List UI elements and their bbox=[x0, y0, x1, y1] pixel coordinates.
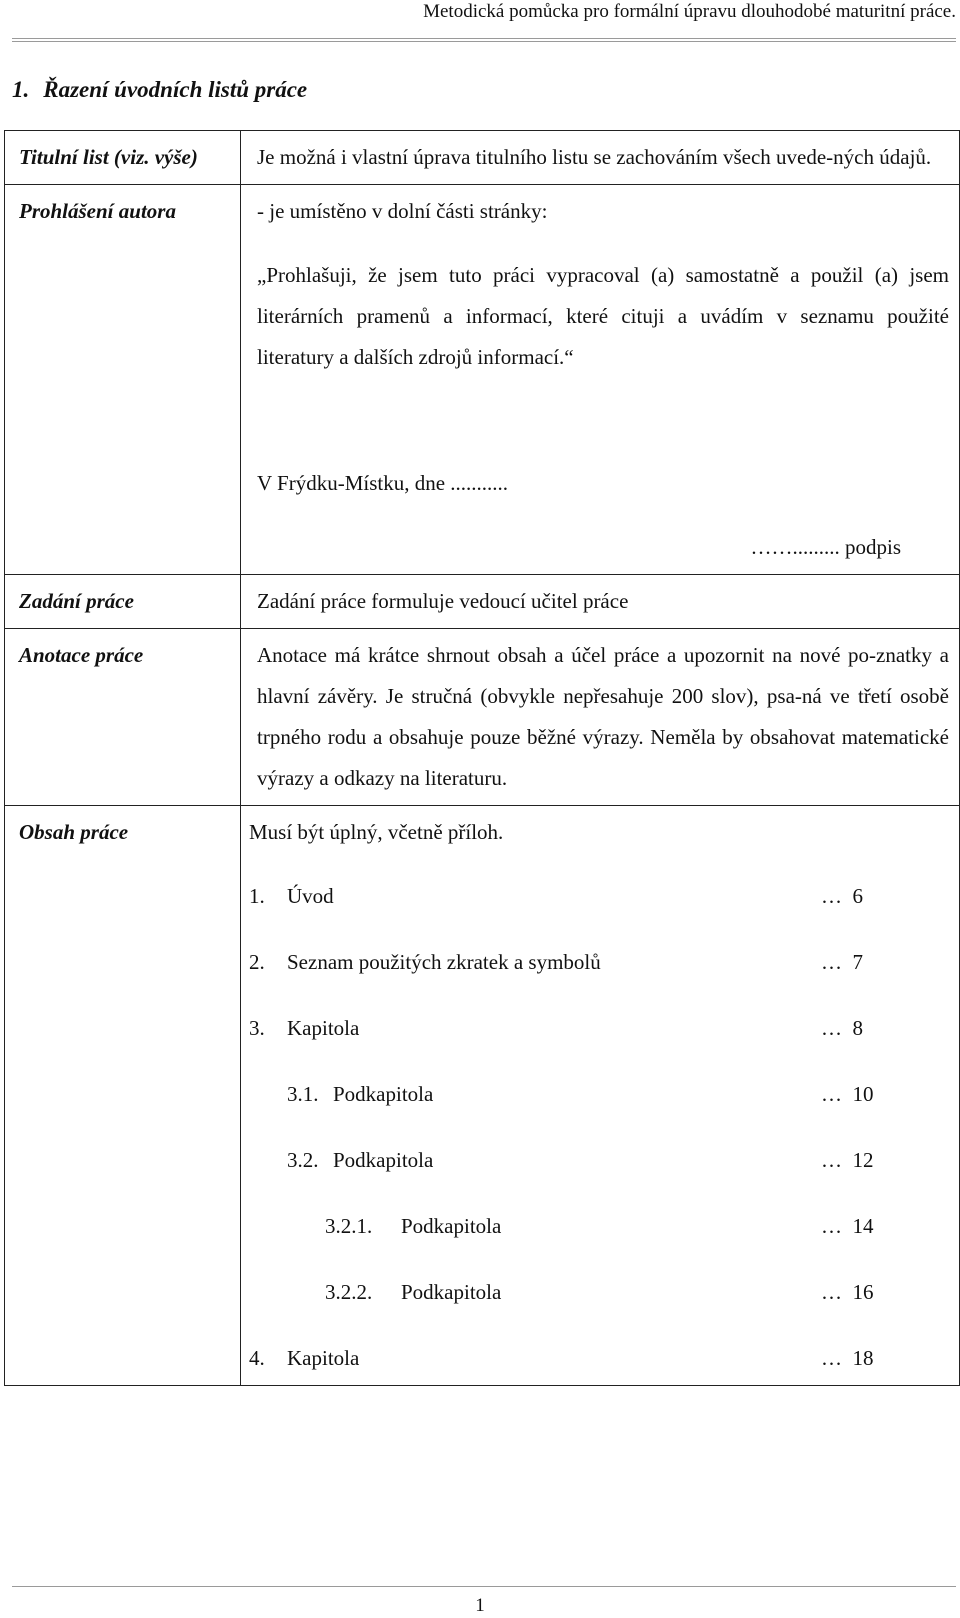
row-label: Titulní list (viz. výše) bbox=[5, 131, 241, 185]
prohlaseni-quote: „Prohlašuji, že jsem tuto práci vypracoval (a) samostatně a použil (a) jsem literárních pramenů a informací, které cituji a uvádím v seznamu použité literatury a dalších zdrojů informací.“ bbox=[257, 263, 949, 369]
row-label: Zadání práce bbox=[5, 575, 241, 629]
table-row-zadani bbox=[5, 575, 960, 629]
row-label: Obsah práce bbox=[5, 806, 241, 1386]
header-rule bbox=[12, 38, 956, 39]
zadani-text: Zadání práce formuluje vedoucí učitel práce bbox=[257, 589, 629, 613]
toc-page: … 14 bbox=[821, 1214, 874, 1238]
toc-number: 1. bbox=[249, 884, 265, 908]
toc-number: 3. bbox=[249, 1016, 265, 1040]
table-row-obsah bbox=[5, 806, 960, 1386]
prohlaseni-place-date: V Frýdku-Místku, dne ........... bbox=[257, 471, 509, 495]
toc-title: Podkapitola bbox=[401, 1280, 502, 1304]
table-row-titulni bbox=[5, 131, 960, 185]
toc-content bbox=[241, 806, 960, 1386]
toc-number: 3.1. bbox=[287, 1082, 319, 1106]
toc-title: Podkapitola bbox=[401, 1214, 502, 1238]
toc-title: Podkapitola bbox=[333, 1082, 434, 1106]
toc-page: … 10 bbox=[821, 1082, 874, 1106]
row-content bbox=[241, 185, 960, 575]
toc-title: Kapitola bbox=[287, 1016, 360, 1040]
toc-entry bbox=[249, 876, 949, 917]
table-row-prohlaseni bbox=[5, 185, 960, 575]
section-number: 1. bbox=[12, 77, 30, 102]
toc-page: … 8 bbox=[821, 1016, 863, 1040]
toc-entry bbox=[249, 1272, 949, 1313]
toc-entry bbox=[249, 1074, 949, 1115]
toc-title: Seznam použitých zkratek a symbolů bbox=[287, 950, 601, 974]
row-label: Anotace práce bbox=[5, 629, 241, 806]
toc-number: 3.2. bbox=[287, 1148, 319, 1172]
running-header: Metodická pomůcka pro formální úpravu dlouhodobé maturitní práce. bbox=[423, 1, 956, 22]
toc-title: Kapitola bbox=[287, 1346, 360, 1370]
toc-number: 3.2.1. bbox=[325, 1214, 373, 1238]
prohlaseni-signature: ……......... podpis bbox=[750, 535, 901, 559]
row-label: Prohlášení autora bbox=[5, 185, 241, 575]
toc-page: … 12 bbox=[821, 1148, 874, 1172]
toc-title: Podkapitola bbox=[333, 1148, 434, 1172]
toc-intro: Musí být úplný, včetně příloh. bbox=[249, 820, 504, 844]
toc-page: … 7 bbox=[821, 950, 863, 974]
page-number: 1 bbox=[475, 1595, 485, 1616]
table-row-anotace bbox=[5, 629, 960, 806]
toc-page: … 18 bbox=[821, 1346, 874, 1370]
anotace-text: Anotace má krátce shrnout obsah a účel práce a upozornit na nové po-znatky a hlavní závěry. Je stručná (obvykle nepřesahuje 200 slov), psa-ná ve třetí osobě trpného rodu a obsahuje pouze běžné výrazy. Neměla by obsahovat matematické výrazy a odkazy na literaturu. bbox=[257, 643, 949, 790]
toc-entry bbox=[249, 1140, 949, 1181]
footer-rule bbox=[12, 1586, 956, 1587]
toc-page: … 16 bbox=[821, 1280, 874, 1304]
toc-page: … 6 bbox=[821, 884, 863, 908]
toc-entry bbox=[249, 1206, 949, 1247]
toc-number: 4. bbox=[249, 1346, 265, 1370]
prohlaseni-lead: - je umístěno v dolní části stránky: bbox=[257, 199, 548, 223]
header-rule-secondary bbox=[12, 41, 956, 42]
toc-entry bbox=[249, 942, 949, 983]
toc-number: 2. bbox=[249, 950, 265, 974]
toc-number: 3.2.2. bbox=[325, 1280, 373, 1304]
row-content bbox=[241, 629, 960, 806]
toc-title: Úvod bbox=[287, 884, 334, 908]
section-title: Řazení úvodních listů práce bbox=[43, 77, 308, 102]
toc-entry bbox=[249, 1338, 949, 1379]
front-matter-table bbox=[4, 130, 960, 1386]
row-content bbox=[241, 131, 960, 185]
titulni-text: Je možná i vlastní úprava titulního listu se zachováním všech uvede-ných údajů. bbox=[257, 145, 932, 169]
toc-entry bbox=[249, 1008, 949, 1049]
section-heading bbox=[12, 74, 307, 106]
row-content bbox=[241, 575, 960, 629]
